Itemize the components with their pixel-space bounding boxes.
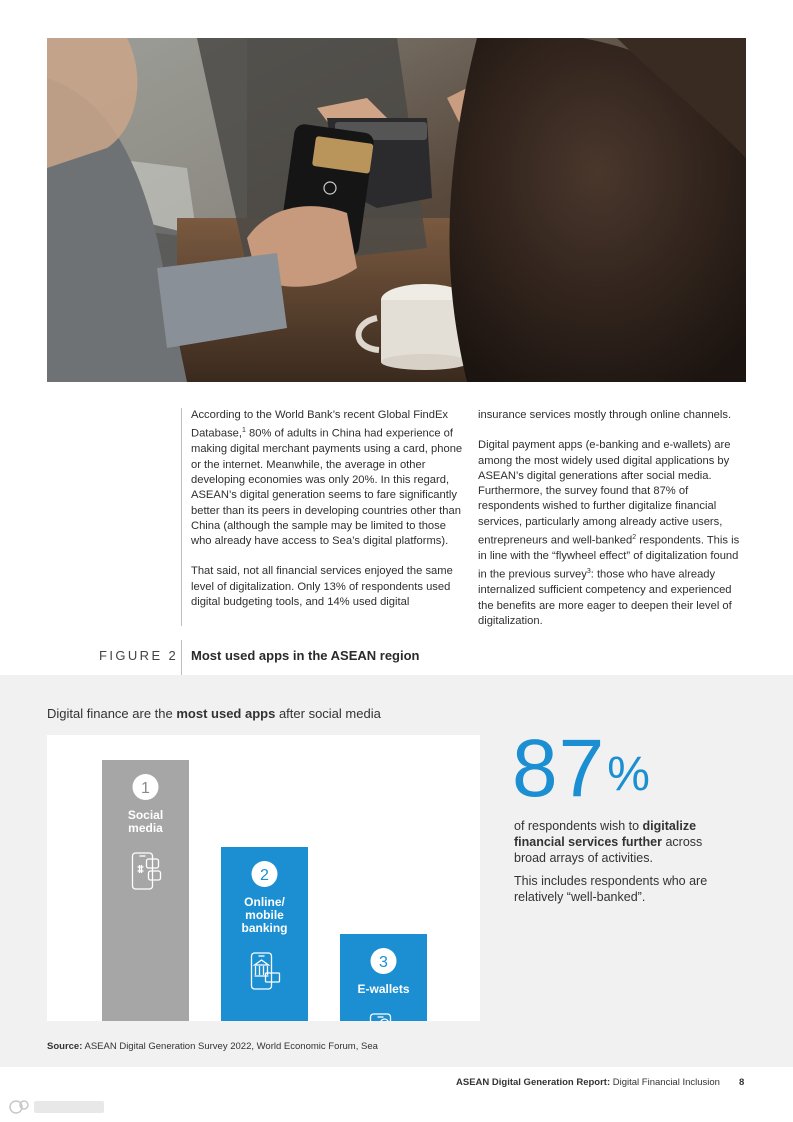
bar-chart-svg — [47, 735, 480, 1021]
bar-label: banking — [241, 921, 288, 935]
body-column-left — [191, 408, 463, 625]
bar-label: Social — [127, 808, 164, 822]
bar-label: E-wallets — [357, 982, 410, 996]
rank-number: 2 — [260, 867, 269, 884]
stat-text-2: This includes respondents who are relatively “well-banked”. — [514, 874, 708, 904]
figure-subtitle: Digital finance are the most used apps after social media — [47, 706, 381, 721]
bar-label: media — [128, 821, 163, 835]
body-paragraph: Digital payment apps (e-banking and e-wallets) are among the most widely used digital applications by ASEAN’s digital generations after social media. Furthermore, the survey found that 87% of respondents wished to further digitalize financial services, particularly among already active users, entrepreneurs and well-banked$^2$ respondents. This is in line with the “flywheel effect” of digitalization found in the previous survey$^3$: those who have already internalized sufficient competency and experienced the benefits are more eager to deepen their level of digitalization. — [478, 439, 740, 628]
bar-chart — [47, 735, 480, 1021]
bar-label: mobile — [245, 908, 284, 922]
hero-photo — [47, 38, 746, 382]
stat-number: 87% — [512, 723, 651, 814]
figure-title: Most used apps in the ASEAN region — [191, 648, 420, 663]
figure-divider — [181, 640, 182, 675]
body-paragraph: According to the World Bank’s recent Global FindEx Database,$^1$ 80% of adults in China had experience of making digital merchant payments using a card, phone or the internet. Meanwhile, the average in other developing economies was only 20%. In this regard, ASEAN’s digital generation seems to fare significantly better than its peers in developing countries other than China (although the sample may be limited to those who already have access to Sea’s digital platforms). — [191, 409, 463, 548]
body-paragraph: insurance services mostly through online channels. — [478, 409, 732, 421]
watermark-logo — [8, 1097, 108, 1117]
body-column-right — [478, 408, 746, 644]
source-note: Source: ASEAN Digital Generation Survey 2022, World Economic Forum, Sea — [47, 1041, 378, 1052]
page-number: 8 — [739, 1077, 745, 1088]
column-divider — [181, 408, 182, 626]
page-footer: ASEAN Digital Generation Report: Digital Financial Inclusion — [456, 1077, 720, 1088]
stat-text-1: of respondents wish to digitalize financial services further across broad arrays of activities. — [514, 819, 703, 865]
body-paragraph: That said, not all financial services enjoyed the same level of digitalization. Only 13% of respondents used digital budgeting tools, and 14% used digital — [191, 565, 453, 608]
stat-description — [514, 818, 736, 912]
bar-label: Online/ — [244, 895, 285, 909]
rank-number: 3 — [379, 954, 388, 971]
figure-label: FIGURE 2 — [99, 648, 179, 663]
rank-number: 1 — [141, 780, 150, 797]
bar-3 — [340, 934, 427, 1021]
